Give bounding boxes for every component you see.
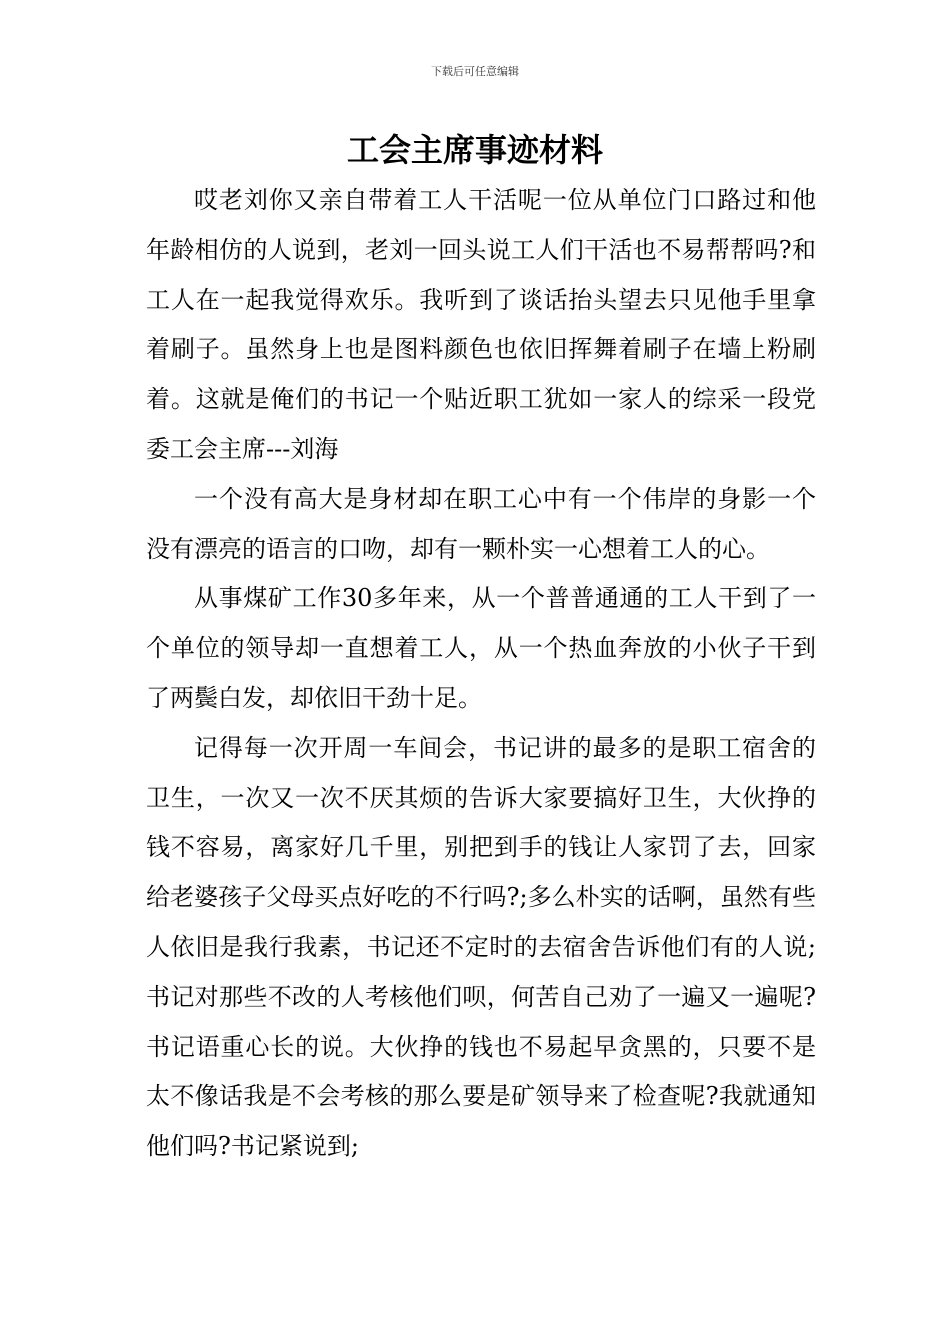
document-title: 工会主席事迹材料 xyxy=(346,131,603,169)
page-header-note: 下载后可任意编辑 xyxy=(431,65,519,78)
paragraph-1: 哎老刘你又亲自带着工人干活呢一位从单位门口路过和他年龄相仿的人说到，老刘一回头说工人们干活也不易帮帮吗?和工人在一起我觉得欢乐。我听到了谈话抬头望去只见他手里拿着刷子。虽然身上也是图料颜色也依旧挥舞着刷子在墙上粉刷着。这就是俺们的书记一个贴近职工犹如一家人的综采一段党委工会主席---刘海 xyxy=(146,186,816,463)
document-body xyxy=(146,176,816,1172)
paragraph-4: 记得每一次开周一车间会，书记讲的最多的是职工宿舍的卫生，一次又一次不厌其烦的告诉大家要搞好卫生，大伙挣的钱不容易，离家好几千里，别把到手的钱让人家罚了去，回家给老婆孩子父母买点好吃的不行吗?;多么朴实的话啊，虽然有些人依旧是我行我素，书记还不定时的去宿舍告诉他们有的人说;书记对那些不改的人考核他们呗，何苦自己劝了一遍又一遍呢?书记语重心长的说。大伙挣的钱也不易起早贪黑的，只要不是太不像话我是不会考核的那么要是矿领导来了检查呢?我就通知他们吗?书记紧说到; xyxy=(146,733,816,1161)
paragraph-2: 一个没有高大是身材却在职工心中有一个伟岸的身影一个没有漂亮的语言的口吻，却有一颗朴实一心想着工人的心。 xyxy=(146,484,816,563)
paragraph-3: 从事煤矿工作30多年来，从一个普普通通的工人干到了一个单位的领导却一直想着工人，从一个热血奔放的小伙子干到了两鬓白发，却依旧干劲十足。 xyxy=(146,584,816,712)
